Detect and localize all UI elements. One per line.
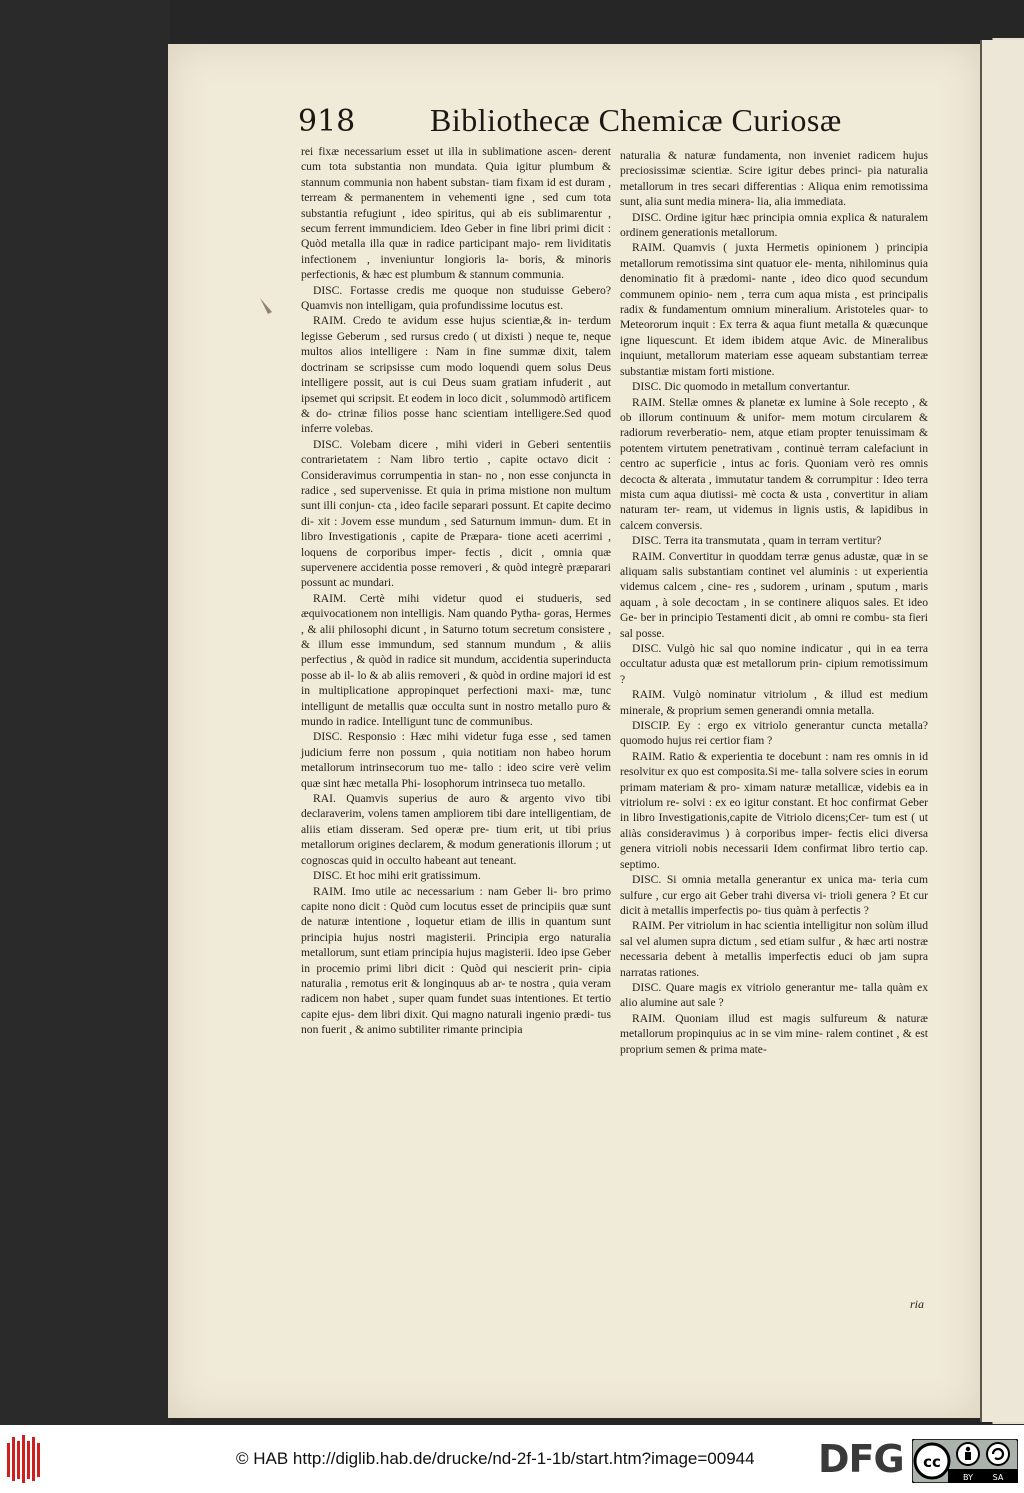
paragraph: DISC. Ordine igitur hæc principia omnia explica & naturalem ordinem generationis metallorum. xyxy=(620,210,928,240)
paragraph: RAIM. Quoniam illud est magis sulfureum & naturæ metallorum propinquius ac in se vim mine- ralem continet , & est proprium semen & prima mate- xyxy=(620,1011,928,1056)
license-sa-label: SA xyxy=(992,1473,1004,1482)
hab-logo-icon xyxy=(6,1433,42,1485)
paragraph: naturalia & naturæ fundamenta, non inveniet radicem hujus preciosissimæ scientiæ. Scire igitur debes princi- pia naturalia metallorum in tres secari differentias : Aliqua enim remotissima sunt, alia sunt media minera- lia, alia immediata. xyxy=(620,149,928,209)
paragraph: DISCIP. Ey : ergo ex vitriolo generantur cuncta metalla? quomodo hujus rei certior fiam ? xyxy=(620,719,928,748)
catchword: ria xyxy=(910,1297,925,1311)
svg-text:cc: cc xyxy=(923,1453,941,1471)
text-column-right xyxy=(620,148,928,1057)
paragraph: RAIM. Ratio & experientia te docebunt : nam res omnis in id resolvitur ex quo est composita.Si me- talla solvere scies in eorum primam materiam & pro- ximam naturæ metallicæ, videbis ea in vitriolum re- solvi : ex eo igitur constant. Et hoc confirmat Geber in libro Investigationis,capite de Vitriolo dicens;Cer- tum est ( ut aliàs consideravimus ) à corporibus imper- fectis elici diversa genera vitrioli nobis necessarii Idem confirmat libro tertio cap. septimo. xyxy=(620,749,928,871)
paragraph: DISC. Et hoc mihi erit gratissimum. xyxy=(313,869,481,883)
paragraph: DISC. Quare magis ex vitriolo generantur me- talla quàm ex alio alumine aut sale ? xyxy=(620,980,928,1010)
paragraph: RAIM. Stellæ omnes & planetæ ex lumine à Sole recepto , & ob illorum continuum & unifor- mem motum circularem & radiorum reverberatio- nem, atque etiam propter tenuissimam & potentem virtutem penetrativam , continuè terram calefaciunt in centro ac superficie , intus ac foris. Quoniam verò res omnis decocta & alterata , immutatur tandem & corrumpitur : Ideo terra mista cum aqua diutissi- mè cocta & usta , convertitur in aliam naturam ter- ream, ut videmus in lignis ustis, & lapidibus in calcem conversis. xyxy=(620,395,928,532)
paragraph: DISC. Si omnia metalla generantur ex unica ma- teria cum sulfure , cur ergo ait Geber trahi diversa vi- trioli genera ? Et cur dicit à metallis imperfectis po- tius quàm à perfectis ? xyxy=(620,873,928,917)
margin-mark-icon xyxy=(258,296,274,316)
paragraph: DISC. Vulgò hic sal quo nomine indicatur , qui in ea terra occultatur adusta quæ est metallorum prin- cipium remotissimum ? xyxy=(620,642,928,686)
source-link[interactable]: © HAB http://diglib.hab.de/drucke/nd-2f-1-1b/start.htm?image=00944 xyxy=(236,1449,755,1468)
paragraph: rei fixæ necessarium esset ut illa in sublimatione ascen- derent cum tota substantia non mundata. Quia igitur plumbum & stannum communia non habent substan- tiam fixam id est duram , terream & permanentem in vehementi igne , sed cum tota substantia refugiunt , ideo spiritus, qui ab eis sublimarentur , secum ferrent immundiciem. Ideo Geber in fine libri primi dicit : Quòd metalla illa quæ in radice participant majo- rem lividitatis infectionem , inveniuntur longioris la- boris, & minoris perfectionis, & hæc est plumbum & stannum communia. xyxy=(301,145,611,282)
cc-by-sa-license-icon[interactable] xyxy=(912,1439,1018,1483)
adjacent-page xyxy=(980,40,1024,1422)
paragraph: DISC. Fortasse credis me quoque non studuisse Gebero? Quamvis non intelligam, quia profundissime locutus est. xyxy=(301,283,611,313)
page-number: 918 xyxy=(298,104,356,139)
paragraph: RAIM. Credo te avidum esse hujus scientiæ,& in- terdum legisse Geberum , sed rursus credo ( ut dixisti ) neque te, neque multos alios intelligere : Nam in fine summæ dixit, talem doctrinam se scripsisse cum modo loquendi quem solus Deus intelligere possit, aut is cui Deus suam gratiam infuderit , aut ipsemet qui scripsit. Et eodem in loco dicit , solummodò artificem & do- ctrinæ filios posse hanc scientiam intelligere.Sed quod inferre volebas. xyxy=(301,314,611,436)
dfg-logo: DFG xyxy=(818,1437,904,1481)
paragraph: RAIM. Per vitriolum in hac scientia intelligitur non solùm illud sal vel alumen supra dictum , sed etiam sulfur , & hæc arti nostræ necessaria debent à metallis imperfectis educi ob jam supra narratas rationes. xyxy=(620,919,928,979)
paragraph: DISC. Volebam dicere , mihi videri in Geberi sententiis contrarietatem : Nam libro tertio , capite octavo dicit : Consideravimus corrumpentia in stan- no , non esse conjuncta in radice , sed supervenisse. Et quia in prima mistione non multum sunt illi conjun- cta , ideo facile separari possunt. Et capite decimo di- xit : Jovem esse mundum , sed Saturnum immun- dum. Et in libro Investigationis , capite de Præpara- tione aceti acerrimi , loquens de corporibus imper- fectis , dicit , omnia quæ supervenere accidentia posse removeri , & quòd integrè præparari possunt ac mundari. xyxy=(301,437,611,590)
scan-background xyxy=(0,0,170,1425)
paragraph: RAIM. Imo utile ac necessarium : nam Geber li- bro primo capite nono dicit : Quòd cum locutus esset de principiis quæ sunt de naturæ intentione , loquetur etiam de illis in quantum sunt principia hujus nostri magisterii. Principia ergo naturalia metallorum, sunt etiam principia hujus magisterii. Ideo ipse Geber in procemio primi libri dicit : Quòd qui nescierit prin- cipia naturalia , remotus erit & longinquus ab ar- te nostra , quia veram radicem non habet , super quam fundet suas intentiones. Et tertio capite ejus- dem libri dixit. Qui magno naturali ingenio prædi- tus non fuerit , & animo subtiliter rimante principia xyxy=(301,884,611,1037)
paragraph: RAIM. Convertitur in quoddam terræ genus adustæ, quæ in se aliquam salis substantiam continet vel aluminis : ut experientia videmus calcem , cine- res , sudorem , urinam , sputum , maris aquam , à sole decoctam , in se continere aliquos sales. Et ideo Ge- ber in principio Testamenti dicit , ab omni re combu- sta fieri sal posse. xyxy=(620,549,928,640)
paragraph: DISC. Terra ita transmutata , quam in terram vertitur? xyxy=(632,534,882,548)
running-title: Bibliothecæ Chemicæ Curiosæ xyxy=(430,102,842,138)
paragraph: RAIM. Vulgò nominatur vitriolum , & illud est medium minerale, & proprium semen generandi omnia metalla. xyxy=(620,688,928,717)
license-by-label: BY xyxy=(963,1473,973,1482)
paragraph: DISC. Responsio : Hæc mihi videtur fuga esse , sed tamen judicium ferre non possum , quia notitiam non habeo horum metallorum intrinsecorum tuo me- tallo : ideo scire verè velim quæ sint hæc metalla Phi- losophorum intrinseca tuo metallo. xyxy=(301,730,611,790)
paragraph: RAI. Quamvis superius de auro & argento vivo tibi declaraverim, volens tamen ampliorem tibi dare intelligentiam, de aliis etiam disseram. Sed operæ pre- tium erit, ut tibi prius metallorum origines declarem, & modum generationis illorum ; ut cognoscas quid in occulto habeant aut teneant. xyxy=(301,792,611,867)
paragraph: RAIM. Quamvis ( juxta Hermetis opinionem ) principia metallorum remotissima sint quatuor ele- menta, nihilominus quia denominatio fit à prædomi- nante , ideo dico quod secundum communem opinio- nem , terra cum aqua mista , est principalis radix & fundamentum omnium mineralium. Aristoteles quar- to Meteororum inquit : Ex terra & aqua fiunt metalla & quæcunque igne liquescunt. Et idem ibidem atque Avic. de Mineralibus inquiunt, metallorum materiam esse aqueam substantiam terreæ substantiæ mistam forti mistione. xyxy=(620,241,928,378)
paragraph: DISC. Dic quomodo in metallum convertantur. xyxy=(632,380,850,394)
text-column-left xyxy=(301,144,611,1038)
paragraph: RAIM. Certè mihi videtur quod ei studueris, sed æquivocationem non intelligis. Nam quando Pytha- goras, Hermes , & alii philosophi dicunt , in Saturno totum secretum consistere , & illum esse immundum, sed stannum mundum , & aliis perfectius , & quòd in radice sit mundum, accidentia superinducta posse ab il- lo & ab aliis removeri , & quòd in ordine majori id est in multiplicatione appropinquet perfectioni maxi- mæ, tunc intelligunt de metallis quæ occulta sunt in nostro metallo puro & mundo in radice. Intelligunt tunc de communibus. xyxy=(301,591,611,729)
